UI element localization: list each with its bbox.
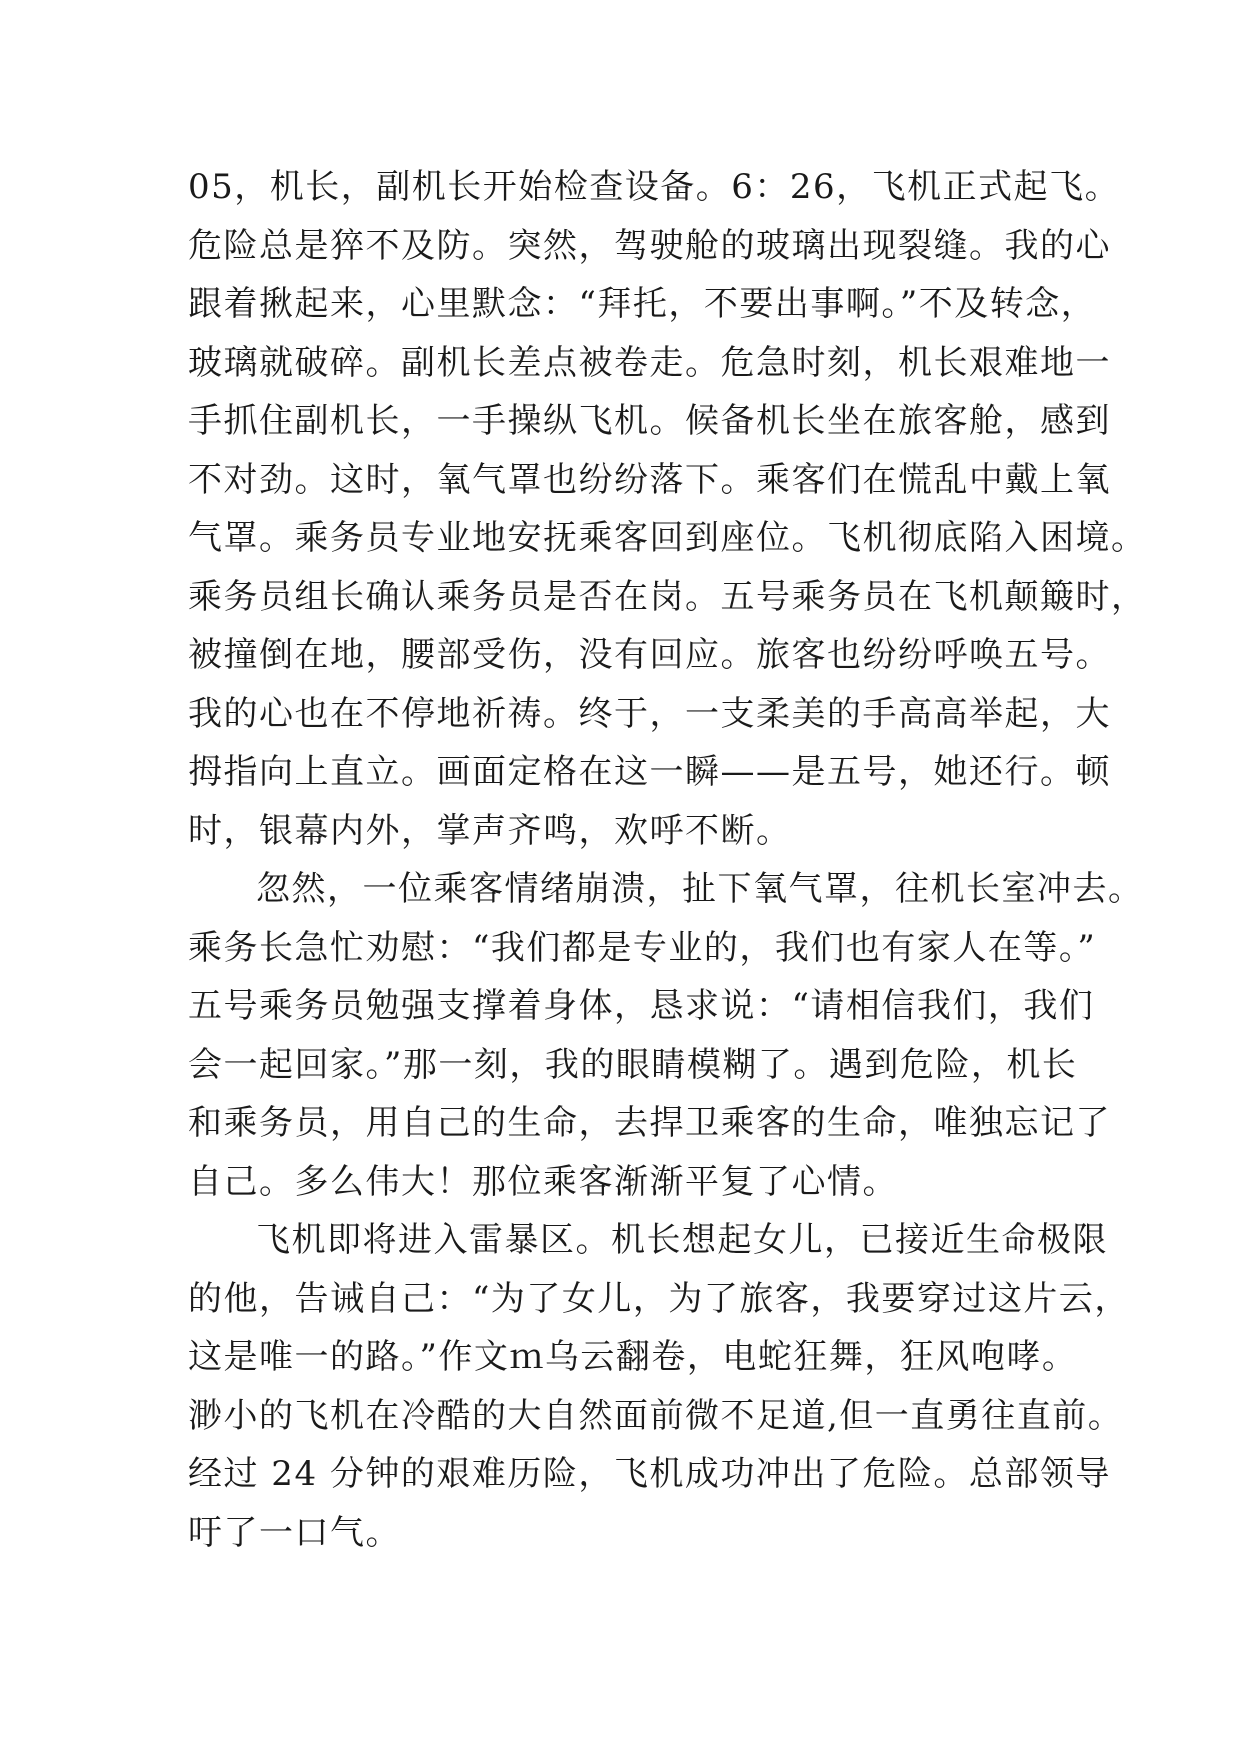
text-line: 时，银幕内外，掌声齐鸣，欢呼不断。 bbox=[188, 810, 792, 851]
text-line: 危险总是猝不及防。突然，驾驶舱的玻璃出现裂缝。我的心 bbox=[188, 225, 1111, 266]
paragraph-2 bbox=[188, 860, 1144, 1211]
paragraph-3 bbox=[188, 1211, 1130, 1562]
text-line: 飞机即将进入雷暴区。机长想起女儿，已接近生命极限 bbox=[256, 1220, 1108, 1260]
text-line: 这是唯一的路。”作文ｍ乌云翻卷，电蛇狂舞，狂风咆哮。 bbox=[188, 1337, 1078, 1377]
text-line: 忽然，一位乘客情绪崩溃，扯下氧气罩，往机长室冲去。 bbox=[256, 869, 1144, 909]
text-line: 拇指向上直立。画面定格在这一瞬——是五号，她还行。顿 bbox=[188, 752, 1111, 792]
text-line: 被撞倒在地，腰部受伤，没有回应。旅客也纷纷呼唤五号。 bbox=[188, 635, 1111, 675]
text-line: 乘务长急忙劝慰：“我们都是专业的，我们也有家人在等。” bbox=[188, 927, 1097, 968]
text-line: 的他，告诫自己：“为了女儿，为了旅客，我要穿过这片云， bbox=[188, 1278, 1130, 1319]
text-line: 五号乘务员勉强支撑着身体，恳求说：“请相信我们，我们 bbox=[188, 986, 1095, 1026]
text-line: 05，机长，副机长开始检查设备。6：26，飞机正式起飞。 bbox=[188, 167, 1121, 207]
text-line: 我的心也在不停地祈祷。终于，一支柔美的手高高举起，大 bbox=[188, 693, 1111, 734]
text-line: 吁了一口气。 bbox=[188, 1512, 401, 1553]
text-line: 会一起回家。”那一刻，我的眼睛模糊了。遇到危险，机长 bbox=[188, 1044, 1078, 1085]
text-line: 玻璃就破碎。副机长差点被卷走。危急时刻，机长艰难地一 bbox=[188, 342, 1111, 383]
text-line: 手抓住副机长，一手操纵飞机。候备机长坐在旅客舱，感到 bbox=[188, 401, 1111, 441]
article-body bbox=[188, 158, 1147, 1562]
text-line: 渺小的飞机在冷酷的大自然面前微不足道,但一直勇往直前。 bbox=[188, 1395, 1124, 1436]
text-line: 跟着揪起来，心里默念：“拜托，不要出事啊。”不及转念， bbox=[188, 284, 1097, 324]
text-line: 和乘务员，用自己的生命，去捍卫乘客的生命，唯独忘记了 bbox=[188, 1103, 1111, 1143]
text-line: 自己。多么伟大！那位乘客渐渐平复了心情。 bbox=[188, 1161, 898, 1202]
paragraph-1 bbox=[188, 158, 1147, 860]
text-line: 不对劲。这时，氧气罩也纷纷落下。乘客们在慌乱中戴上氧 bbox=[188, 459, 1111, 500]
text-line: 经过 24 分钟的艰难历险，飞机成功冲出了危险。总部领导 bbox=[188, 1454, 1111, 1494]
text-line: 乘务员组长确认乘务员是否在岗。五号乘务员在飞机颠簸时， bbox=[188, 576, 1147, 617]
text-line: 气罩。乘务员专业地安抚乘客回到座位。飞机彻底陷入困境。 bbox=[188, 518, 1147, 558]
